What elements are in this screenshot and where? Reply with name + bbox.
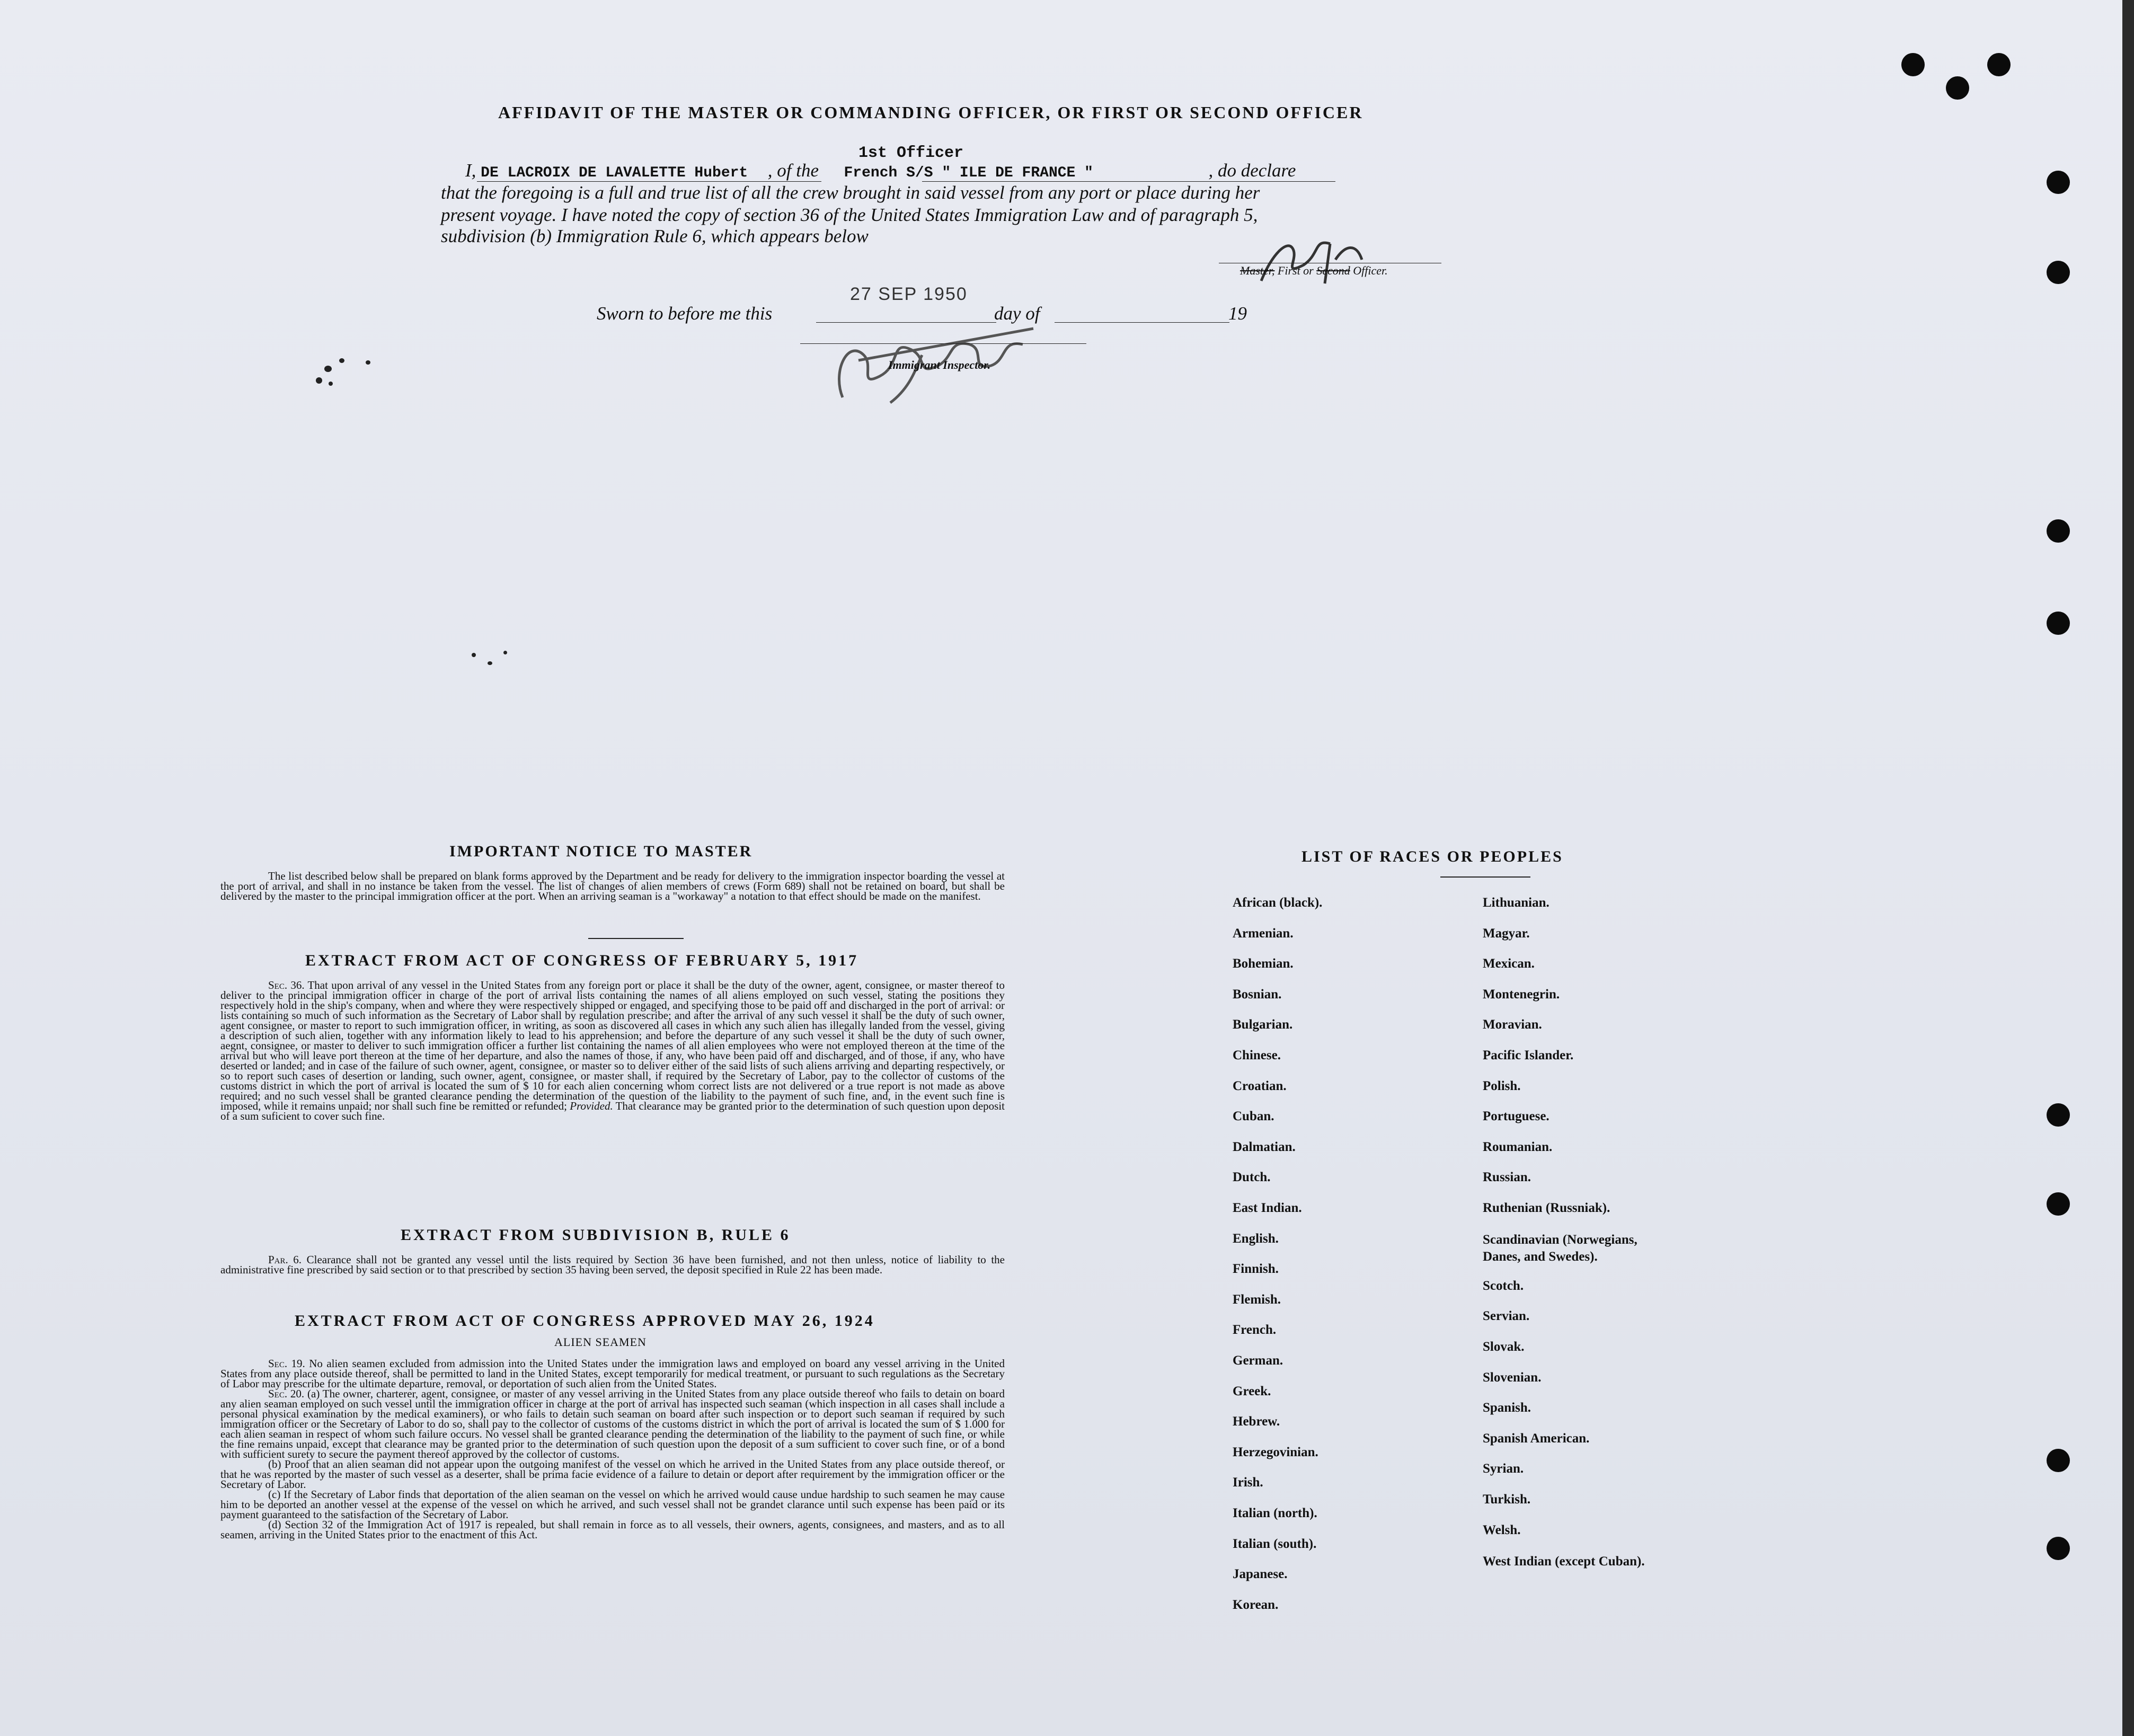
- affidavit-title: AFFIDAVIT OF THE MASTER OR COMMANDING OFFICER, OR FIRST OR SECOND OFFICER: [498, 103, 1363, 122]
- race-item: African (black).: [1233, 896, 1323, 910]
- punch-hole: [2047, 612, 2070, 635]
- race-item: Dutch.: [1233, 1170, 1271, 1184]
- punch-hole: [1946, 76, 1969, 100]
- race-item: Flemish.: [1233, 1292, 1281, 1307]
- race-item: East Indian.: [1233, 1201, 1302, 1215]
- race-item: Cuban.: [1233, 1109, 1274, 1123]
- sec20a-body: (a) The owner, charterer, agent, consignee, or master of any vessel arriving in the United States from any place outside thereof who fails to detain on board any alien seaman employed on such vessel until the immigration officer in charge at the port of arrival has inspected such seaman (which inspection in all cases shall include a personal physical examination by the medical examiners), or who fails to detain such seaman on board after such inspection or to deport such seaman if required by such immigration officer or the Secretary of Labor to do so, shall pay to the collector of customs of the customs district in which the port of arrival is located the sum of $ 1.000 for each alien seaman in respect of whom such failure occurs. No vessel shall be granted clearance pending the determination of the liability to the payment of such fine, or while the fine remains unpaid, except that clearance may be granted prior to the determination of such question upon the deposit of a sum sufficient to cover such fine, or of a bond with sufficient surety to secure the payment thereof approved by the collector of customs.: [220, 1387, 1005, 1460]
- race-item: Montenegrin.: [1483, 987, 1560, 1002]
- punch-hole: [1987, 53, 2011, 76]
- race-item: Portuguese.: [1483, 1109, 1549, 1123]
- punch-hole: [2047, 1192, 2070, 1216]
- ink-speck: [329, 382, 333, 386]
- race-item: Servian.: [1483, 1309, 1530, 1323]
- extract-1917-title: EXTRACT FROM ACT OF CONGRESS OF FEBRUARY 5, 1917: [305, 952, 859, 969]
- date-stamp: 27 SEP 1950: [850, 284, 968, 304]
- ink-speck: [324, 366, 332, 372]
- sec36-end: That clearance may be granted prior to the determination of such question upon deposit of a sum suficient to cover such fine.: [220, 1100, 1005, 1122]
- race-item: Armenian.: [1233, 926, 1294, 941]
- race-item: Italian (north).: [1233, 1506, 1317, 1520]
- race-item: Bohemian.: [1233, 956, 1294, 971]
- extract-rule6-title: EXTRACT FROM SUBDIVISION B, RULE 6: [401, 1226, 791, 1244]
- sec20b-paragraph: (b) Proof that an alien seaman did not appear upon the outgoing manifest of the vessel on which he arrived in the United States from any place outside thereof, or that he was reported by the master of such vessel as a deserter, shall be prima facie evidence of a failure to detain or deport after requirement by the immigration officer or the Secretary of Labor.: [220, 1458, 1005, 1491]
- sec36-body: That upon arrival of any vessel in the United States from any foreign port or place it shall be the duty of the owner, agent, consignee, or master thereof to deliver to the principal immigration officer in charge of the port of arrival lists containing the names of all aliens employed on such vessel, stating the positions they respectively hold in the ship's company, when and where they were respectively shipped or engaged, and specifying those to be paid off and discharged in the port of arrival: or lists containing so much of such information as the Secretary of Labor shall by regulation prescribe; and after the arrival of any such vessel it shall be the duty of such owner, agent consignee, or master to report to such immigration officer, in writing, as soon as discovered all cases in which any such alien has illegally landed from the vessel, giving a description of such alien, together with any information likely to lead to his apprehension; and before the departure of any such vessel it shall be the duty of such owner, aegnt, consignee, or master to deliver to such immigration officer a further list containing the names of all alien employees who were not employed thereon at the time of the arrival but who will leave port thereon at the time of her departure, and also the names of those, if any, who have been paid off and discharged, and of those, if any, who have deserted or landed; and in case of the failure of such owner, agent, consignee, or master so to deliver either of the said lists of such aliens arriving and departing respectively, or so to report such cases of desertion or landing, such owner, agent, consignee, or master shall, if required by the Secretary of Labor, pay to the collector of customs of the customs district in which the port of arrival is located the sum of $ 10 for each alien concerning whom correct lists are not delivered or a true report is not made as above required; and no such vessel shall be granted clearance pending the determination of the question of the liability to the payment of such fine, and, in the event such fine is imposed, while it remains unpaid; nor shall such fine be remitted or refunded;: [220, 979, 1005, 1112]
- ink-speck: [503, 651, 507, 654]
- inspector-signature: [811, 307, 1108, 408]
- vessel-name-typed: French S/S " ILE DE FRANCE ": [844, 165, 1093, 181]
- declaration-line-3: present voyage. I have noted the copy of section 36 of the United States Immigration Law and of paragraph 5,: [441, 205, 1258, 225]
- punch-hole: [1901, 53, 1925, 76]
- punch-hole: [2047, 1537, 2070, 1560]
- sec19-paragraph: [220, 1359, 1005, 1389]
- sec36-provided: Provided.: [570, 1100, 613, 1112]
- scan-edge: [2122, 0, 2134, 1736]
- race-item: Pacific Islander.: [1483, 1048, 1574, 1062]
- officer-name-typed: DE LACROIX DE LAVALETTE Hubert: [481, 165, 748, 181]
- sec20c-paragraph: (c) If the Secretary of Labor finds that deportation of the alien seaman on the vessel on which he arrived would cause undue hardship to such seamen he may cause him to be deported an another vessel at the expense of the vessel on which he arrived, and such vessel shall not be grandet clarance until such expense has been paid or its payment guaranteed to the satisfaction of the Secretary of Labor.: [220, 1488, 1005, 1521]
- second-struck: Second: [1316, 264, 1350, 277]
- race-item: Ruthenian (Russniak).: [1483, 1201, 1610, 1215]
- race-item: Spanish.: [1483, 1401, 1531, 1415]
- race-item: Korean.: [1233, 1598, 1279, 1612]
- par6-label: Par. 6.: [268, 1253, 302, 1266]
- sec20-label: Sec. 20.: [268, 1387, 305, 1400]
- notice-title: IMPORTANT NOTICE TO MASTER: [449, 843, 753, 860]
- inspector-signature-line: [800, 343, 1086, 344]
- extract-1924-text: [220, 1359, 1005, 1540]
- race-item: Slovenian.: [1483, 1370, 1542, 1385]
- inspector-label: Immigrant Inspector.: [888, 358, 991, 371]
- par6-body: Clearance shall not be granted any vessel until the lists required by Section 36 have been furnished, and not then unless, notice of liability to the administrative fine prescribed by said section or to that prescribed by section 35 having been served, the deposit specified in Rule 22 has been made.: [220, 1253, 1005, 1276]
- of-the-text: , of the: [767, 160, 819, 181]
- race-item: Mexican.: [1483, 956, 1535, 971]
- race-item: English.: [1233, 1232, 1279, 1246]
- punch-hole: [2047, 261, 2070, 284]
- race-item: German.: [1233, 1353, 1283, 1368]
- extract-rule6-text: [220, 1255, 1005, 1275]
- race-item: Welsh.: [1483, 1523, 1521, 1537]
- race-item: Scotch.: [1483, 1279, 1524, 1293]
- race-item: Croatian.: [1233, 1079, 1287, 1093]
- race-item: Turkish.: [1483, 1492, 1531, 1507]
- race-item: Chinese.: [1233, 1048, 1281, 1062]
- race-item: Herzegovinian.: [1233, 1445, 1318, 1459]
- sworn-text: Sworn to before me this: [597, 303, 773, 324]
- sec36-label: Sec. 36.: [268, 979, 305, 991]
- race-item: Magyar.: [1483, 926, 1530, 941]
- extract-1924-title: EXTRACT FROM ACT OF CONGRESS APPROVED MAY 26, 1924: [295, 1312, 875, 1330]
- sec20d-paragraph: (d) Section 32 of the Immigration Act of 1917 is repealed, but shall remain in force as to all vessels, their owners, agents, consignees, and masters, and as to all seamen, arriving in the United States prior to the enactment of this Act.: [220, 1518, 1005, 1541]
- race-item: Greek.: [1233, 1384, 1271, 1398]
- races-divider: [1440, 876, 1530, 878]
- extract-1917-text: [220, 980, 1005, 1121]
- race-item: Roumanian.: [1483, 1140, 1553, 1154]
- master-struck: Master,: [1240, 264, 1275, 277]
- ink-speck: [472, 653, 476, 657]
- sec20a-paragraph: [220, 1389, 1005, 1459]
- race-item: Scandinavian (Norwegians, Danes, and Swedes).: [1483, 1233, 1637, 1264]
- race-item: Hebrew.: [1233, 1414, 1280, 1429]
- race-item: Finnish.: [1233, 1262, 1279, 1276]
- race-item: Bulgarian.: [1233, 1017, 1293, 1032]
- first-or-label: First or: [1277, 264, 1314, 277]
- races-title: LIST OF RACES OR PEOPLES: [1301, 848, 1563, 865]
- do-declare-text: , do declare: [1208, 160, 1296, 181]
- ink-speck: [316, 377, 322, 384]
- day-of-text: day of: [994, 303, 1040, 324]
- declaration-line-4: subdivision (b) Immigration Rule 6, which appears below: [441, 226, 869, 246]
- ink-speck: [339, 358, 344, 363]
- sec19-label: Sec. 19.: [268, 1357, 305, 1370]
- sec19-body: No alien seamen excluded from admission into the United States under the immigration laws and employed on board any vessel arriving in the United States from any place outside thereof, shall be permitted to land in the United States, except temporarily for medical treatment, or pursuant to such regulations as the Secretary of Labor may prescribe for the ultimate departure, removal, or deportation of such alien from the United States.: [220, 1357, 1005, 1390]
- punch-hole: [2047, 171, 2070, 194]
- race-item: Lithuanian.: [1483, 896, 1549, 910]
- punch-hole: [2047, 1449, 2070, 1472]
- punch-hole: [2047, 519, 2070, 543]
- officer-title-line: [1240, 264, 1388, 278]
- notice-text: The list described below shall be prepared on blank forms approved by the Department and be ready for delivery to the immigration inspector boarding the vessel at the port of arrival, and shall in no instance be taken from the vessel. The list of changes of alien members of crews (Form 689) shall not be retained on board, but shall be delivered by the master to the principal immigration officer at the port. When an arriving seaman is a "workaway" a notation to that effect should be made on the manifest.: [220, 870, 1005, 902]
- race-item: Bosnian.: [1233, 987, 1282, 1002]
- ink-speck: [488, 661, 492, 665]
- declaration-line-2: that the foregoing is a full and true list of all the crew brought in said vessel from any port or place during her: [441, 182, 1260, 203]
- notice-divider: [588, 938, 684, 939]
- race-item: Italian (south).: [1233, 1537, 1317, 1551]
- punch-hole: [2047, 1103, 2070, 1127]
- ink-speck: [366, 360, 370, 365]
- race-item: Japanese.: [1233, 1567, 1288, 1581]
- race-item: Irish.: [1233, 1475, 1263, 1490]
- alien-seamen-subtitle: ALIEN SEAMEN: [554, 1335, 647, 1349]
- race-item: Moravian.: [1483, 1017, 1542, 1032]
- rank-typed: 1st Officer: [858, 144, 964, 162]
- race-item: Slovak.: [1483, 1340, 1525, 1354]
- race-item: Syrian.: [1483, 1462, 1524, 1476]
- officer-signature: [1251, 233, 1388, 286]
- race-item: Dalmatian.: [1233, 1140, 1296, 1154]
- officer-suffix: Officer.: [1353, 264, 1388, 277]
- race-item: Polish.: [1483, 1079, 1521, 1093]
- i-prefix: I,: [465, 160, 476, 181]
- race-item: French.: [1233, 1323, 1277, 1337]
- race-item: Russian.: [1483, 1170, 1531, 1184]
- race-item: Spanish American.: [1483, 1431, 1590, 1446]
- race-item: West Indian (except Cuban).: [1483, 1554, 1645, 1569]
- year-prefix: 19: [1228, 303, 1247, 324]
